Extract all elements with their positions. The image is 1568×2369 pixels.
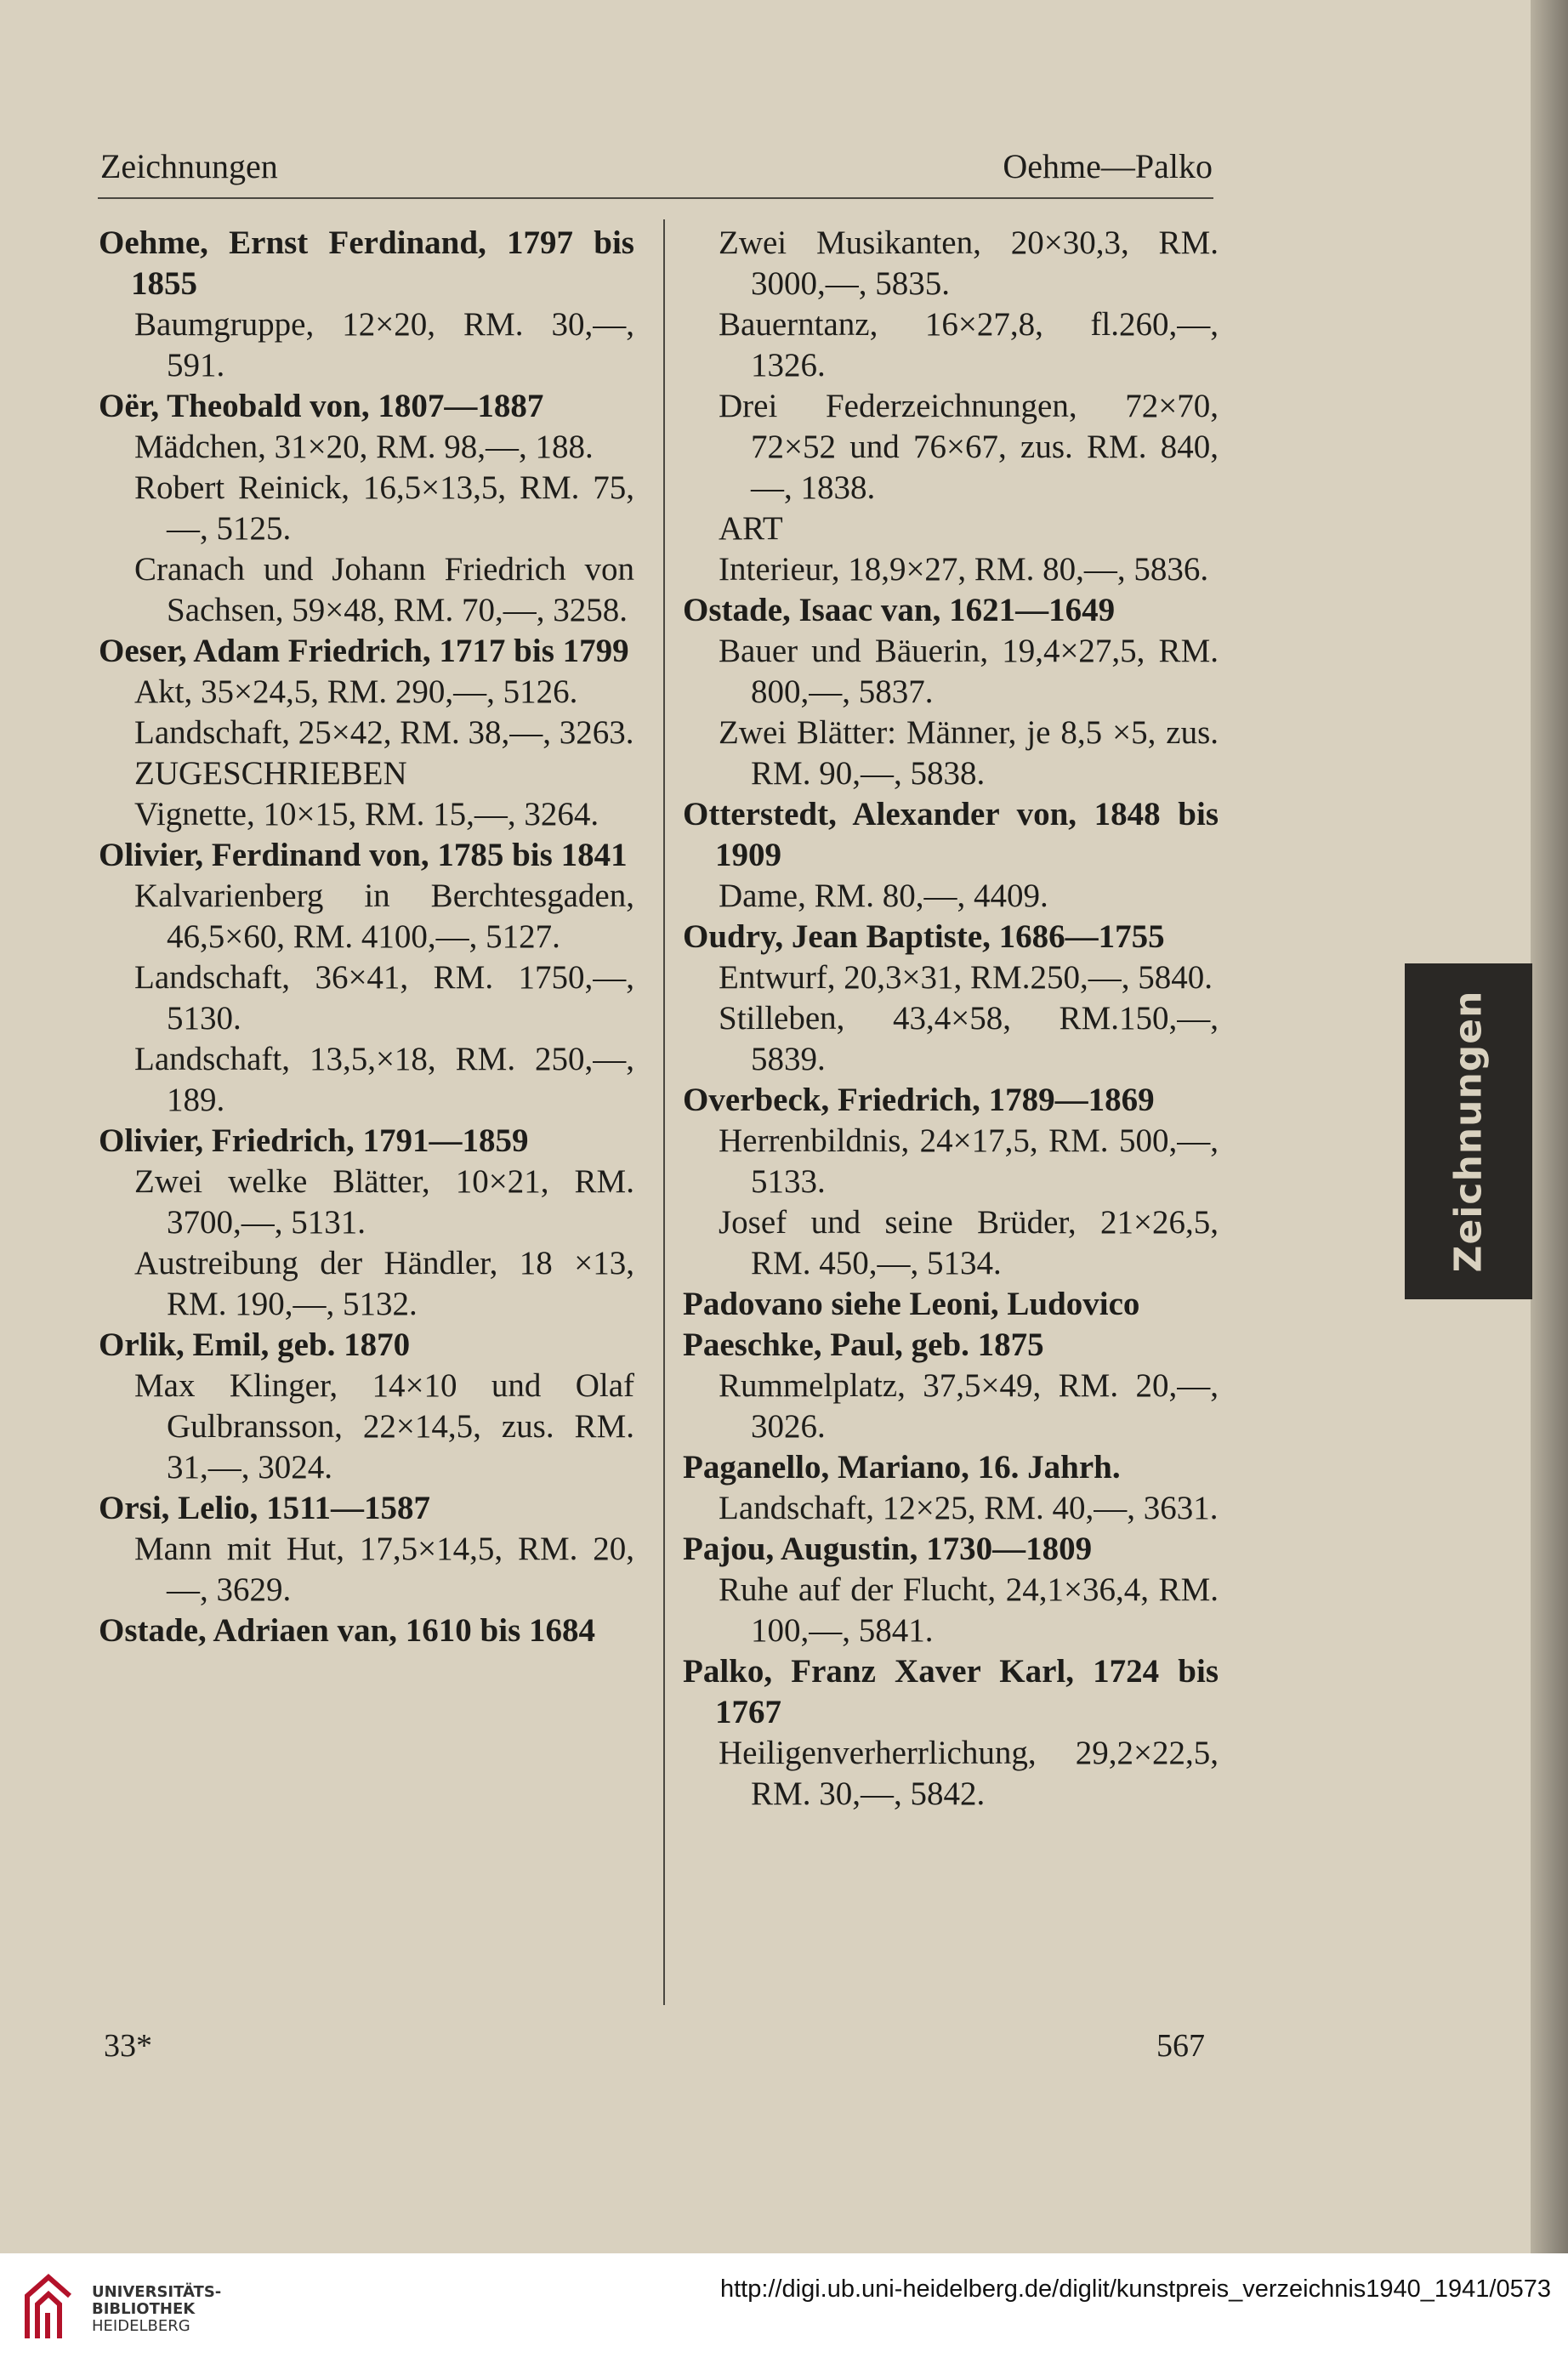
artist-heading: Ostade, Adriaen van, 1610 bis 1684 xyxy=(99,1612,595,1649)
artist-heading: Ostade, Isaac van, 1621—1649 xyxy=(683,592,1116,628)
work-entry: Max Klinger, 14×10 und Olaf Gulbransson, 22×14,5, zus. RM. 31,—, 3024. xyxy=(134,1367,634,1486)
library-name-line3: HEIDELBERG xyxy=(92,2317,190,2335)
library-name-line2: BIBLIOTHEK xyxy=(92,2300,196,2318)
library-name xyxy=(92,2284,221,2335)
work-entry: Stilleben, 43,4×58, RM.150,—, 5839. xyxy=(719,1000,1219,1077)
source-url-link[interactable]: http://digi.ub.uni-heidelberg.de/diglit/kunstpreis_verzeichnis1940_1941/0573 xyxy=(719,2275,1551,2303)
work-entry: Baumgruppe, 12×20, RM. 30,—, 591. xyxy=(134,306,634,383)
work-entry: Drei Federzeichnungen, 72×70, 72×52 und 76×67, zus. RM. 840,—, 1838. xyxy=(719,388,1219,506)
work-entry: Landschaft, 25×42, RM. 38,—, 3263. xyxy=(134,714,634,751)
artist-heading: Overbeck, Friedrich, 1789—1869 xyxy=(683,1082,1155,1118)
work-entry: Mann mit Hut, 17,5×14,5, RM. 20,—, 3629. xyxy=(134,1531,634,1608)
work-entry: Landschaft, 12×25, RM. 40,—, 3631. xyxy=(719,1490,1219,1526)
artist-heading: Palko, Franz Xaver Karl, 1724 bis 1767 xyxy=(683,1653,1219,1730)
work-entry: Vignette, 10×15, RM. 15,—, 3264. xyxy=(134,796,599,832)
artist-heading: Orsi, Lelio, 1511—1587 xyxy=(99,1490,430,1526)
library-logo-icon xyxy=(19,2270,78,2347)
thumb-tab-label: Zeichnungen xyxy=(1446,990,1491,1273)
work-entry: Josef und seine Brüder, 21×26,5, RM. 450,—, 5134. xyxy=(719,1204,1219,1281)
work-entry: Robert Reinick, 16,5×13,5, RM. 75,—, 5125. xyxy=(134,469,634,547)
right-column xyxy=(683,223,1219,1815)
work-entry: Ruhe auf der Flucht, 24,1×36,4, RM. 100,—, 5841. xyxy=(719,1571,1219,1649)
library-name-line1: UNIVERSITÄTS- xyxy=(92,2283,222,2301)
work-entry: ART xyxy=(719,510,783,547)
artist-heading: Oër, Theobald von, 1807—1887 xyxy=(99,388,544,424)
work-entry: Bauerntanz, 16×27,8, fl.260,—, 1326. xyxy=(719,306,1219,383)
artist-heading: Paganello, Mariano, 16. Jahrh. xyxy=(683,1449,1121,1486)
artist-heading: Olivier, Friedrich, 1791—1859 xyxy=(99,1122,529,1159)
work-entry: Entwurf, 20,3×31, RM.250,—, 5840. xyxy=(719,959,1213,996)
artist-heading: Oeser, Adam Friedrich, 1717 bis 1799 xyxy=(99,633,629,669)
signature-mark: 33* xyxy=(104,2028,152,2064)
artist-heading: Orlik, Emil, geb. 1870 xyxy=(99,1327,411,1363)
work-entry: Landschaft, 13,5,×18, RM. 250,—, 189. xyxy=(134,1041,634,1118)
work-entry: Interieur, 18,9×27, RM. 80,—, 5836. xyxy=(719,551,1209,588)
digitization-footer xyxy=(0,2253,1568,2369)
artist-heading: Oudry, Jean Baptiste, 1686—1755 xyxy=(683,918,1165,955)
work-entry: Zwei Musikanten, 20×30,3, RM. 3000,—, 5835. xyxy=(719,224,1219,302)
page-edge xyxy=(1531,0,1568,2253)
left-column xyxy=(99,223,634,1651)
running-head-right: Oehme—Palko xyxy=(1003,147,1213,185)
work-entry: Heiligenverherrlichung, 29,2×22,5, RM. 30,—, 5842. xyxy=(719,1735,1219,1812)
running-head-left: Zeichnungen xyxy=(100,147,278,185)
page-number: 567 xyxy=(1156,2028,1205,2064)
artist-heading: Oehme, Ernst Ferdinand, 1797 bis 1855 xyxy=(99,224,634,302)
work-entry: Mädchen, 31×20, RM. 98,—, 188. xyxy=(134,429,594,465)
work-entry: Rummelplatz, 37,5×49, RM. 20,—, 3026. xyxy=(719,1367,1219,1445)
work-entry: Austreibung der Händler, 18 ×13, RM. 190,—, 5132. xyxy=(134,1245,634,1322)
work-entry: Herrenbildnis, 24×17,5, RM. 500,—, 5133. xyxy=(719,1122,1219,1200)
work-entry: Bauer und Bäuerin, 19,4×27,5, RM. 800,—, 5837. xyxy=(719,633,1219,710)
work-entry: Zwei welke Blätter, 10×21, RM. 3700,—, 5131. xyxy=(134,1163,634,1241)
work-entry: Akt, 35×24,5, RM. 290,—, 5126. xyxy=(134,673,578,710)
work-entry: Cranach und Johann Friedrich von Sachsen, 59×48, RM. 70,—, 3258. xyxy=(134,551,634,628)
artist-heading: Otterstedt, Alexander von, 1848 bis 1909 xyxy=(683,796,1219,873)
work-entry: Dame, RM. 80,—, 4409. xyxy=(719,878,1048,914)
column-divider xyxy=(663,219,665,2005)
thumb-index-tab xyxy=(1405,963,1532,1299)
artist-heading: Olivier, Ferdinand von, 1785 bis 1841 xyxy=(99,837,628,873)
work-entry: Landschaft, 36×41, RM. 1750,—, 5130. xyxy=(134,959,634,1037)
header-rule xyxy=(98,197,1213,199)
artist-heading: Paeschke, Paul, geb. 1875 xyxy=(683,1327,1044,1363)
work-entry: Zwei Blätter: Männer, je 8,5 ×5, zus. RM. 90,—, 5838. xyxy=(719,714,1219,792)
work-entry: ZUGESCHRIEBEN xyxy=(134,755,407,792)
artist-heading: Padovano siehe Leoni, Ludovico xyxy=(683,1286,1140,1322)
work-entry: Kalvarienberg in Berchtesgaden, 46,5×60, RM. 4100,—, 5127. xyxy=(134,878,634,955)
artist-heading: Pajou, Augustin, 1730—1809 xyxy=(683,1531,1093,1567)
